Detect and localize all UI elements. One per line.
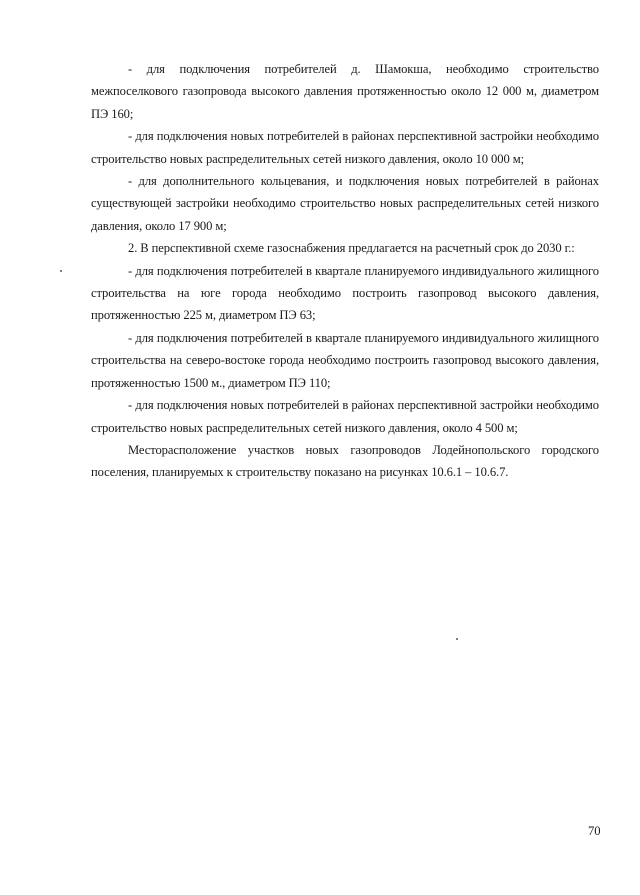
page-number: 70: [588, 824, 601, 838]
scan-speck: [60, 270, 62, 272]
paragraph-looping-existing-areas: - для дополнительного кольцевания, и подключения новых потребителей в районах существующей застройки необходимо строительство новых распределительных сетей низкого давления, около 17 900 м;: [91, 174, 599, 233]
paragraph-new-consumers-low-pressure: - для подключения новых потребителей в районах перспективной застройки необходимо строительство новых распределительных сетей низкого давления, около 10 000 м;: [91, 129, 599, 166]
paragraph-south-pipeline: - для подключения потребителей в квартале планируемого индивидуального жилищного строительства на юге города необходимо построить газопровод высокого давления, протяженностью 225 м, диаметром ПЭ 63;: [91, 263, 599, 323]
paragraph-new-consumers-4500: - для подключения новых потребителей в районах перспективной застройки необходимо строительство новых распределительных сетей низкого давления, около 4 500 м;: [91, 398, 599, 435]
document-body: [91, 58, 599, 484]
paragraph-northeast-pipeline: - для подключения потребителей в квартале планируемого индивидуального жилищного строительства на северо-востоке города необходимо построить газопровод высокого давления, протяженностью 1500 м., диаметром ПЭ 110;: [91, 330, 599, 390]
paragraph-scheme-2030-heading: 2. В перспективной схеме газоснабжения предлагается на расчетный срок до 2030 г.:: [128, 241, 575, 256]
paragraph-location-figures: Месторасположение участков новых газопроводов Лодейнопольского городского поселения, планируемых к строительству показано на рисунках 10.6.1 – 10.6.7.: [91, 442, 599, 480]
scan-speck: [456, 638, 458, 640]
paragraph-shamoksha-pipeline: - для подключения потребителей д. Шамокша, необходимо строительство межпоселкового газопровода высокого давления протяженностью около 12 000 м, диаметром ПЭ 160;: [91, 62, 599, 121]
